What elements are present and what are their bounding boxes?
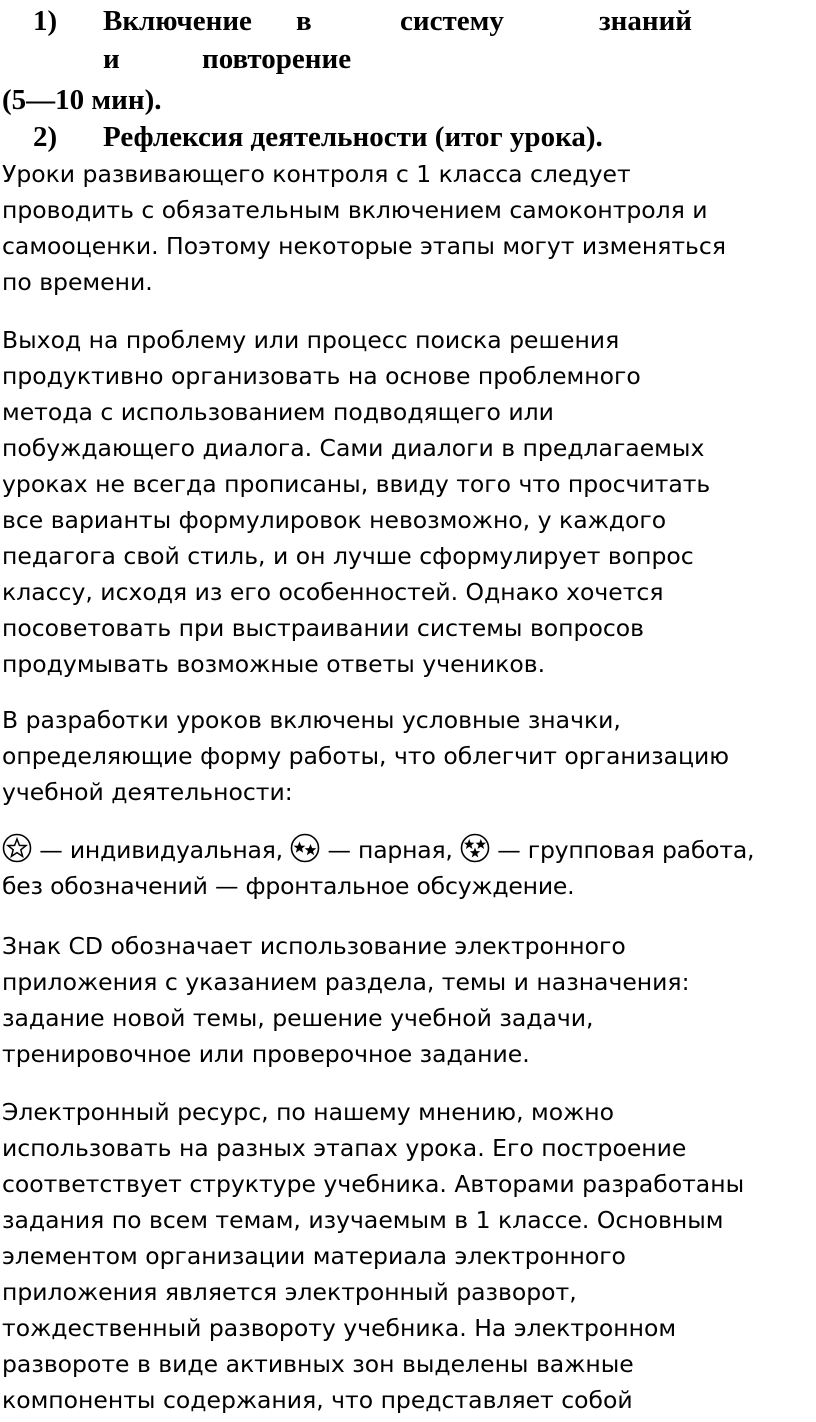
list-item-2-text: Рефлексия деятельности (итог урока).	[103, 121, 603, 153]
pair-work-stars-icon	[290, 833, 320, 863]
paragraph-icons-intro: В разработки уроков включены условные значки, определяющие форму работы, что облегчит организацию учебной деятельности:	[2, 706, 730, 806]
list-item-1-word-6: повторение	[202, 43, 352, 75]
list-number-1: 1)	[33, 5, 58, 37]
list-item-1-word-1: Включение	[103, 5, 252, 37]
individual-work-star-icon	[2, 833, 32, 863]
list-item-1-word-2: в	[296, 5, 312, 37]
list-item-1-word-3: систему	[400, 5, 504, 37]
paragraph-problem-dialogue: Выход на проблему или процесс поиска решения продуктивно организовать на основе проблемного метода с использованием подводящего или побуждающего диалога. Сами диалоги в предлагаемых уроках не всегда прописаны, ввиду того что просчитать все варианты формулировок невозможно, у каждого педагога свой стиль, и он лучше сформулирует вопрос классу, исходя из его особенностей. Однако хочется посоветовать при выстраивании системы вопросов продумывать возможные ответы учеников.	[2, 326, 711, 678]
list-item-1-word-5: и	[103, 43, 120, 75]
paragraph-icon-legend: — индивидуальная, — парная, — групповая работа, без обозначений — фронтальное обсуждение.	[2, 832, 814, 904]
list-item-1-word-4: знаний	[599, 5, 692, 37]
paragraph-developing-control: Уроки развивающего контроля с 1 класса следует проводить с обязательным включением самоконтроля и самооценки. Поэтому некоторые этапы могут изменяться по времени.	[2, 160, 726, 296]
list-number-2: 2)	[33, 121, 58, 153]
paragraph-cd-sign: Знак CD обозначает использование электронного приложения с указанием раздела, темы и назначения: задание новой темы, решение учебной задачи, тренировочное или проверочное задание.	[2, 932, 690, 1068]
paragraph-electronic-resource: Электронный ресурс, по нашему мнению, можно использовать на разных этапах урока. Его построение соответствует структуре учебника. Авторами разработаны задания по всем темам, изучаемым в 1 классе. Основным элементом организации материала электронного приложения является электронный разворот, тождественный развороту учебника. На электронном развороте в виде активных зон выделены важные компоненты содержания, что представляет собой	[2, 1098, 745, 1414]
list-item-1-duration: (5—10 мин).	[2, 84, 162, 116]
group-work-stars-icon	[460, 833, 490, 863]
